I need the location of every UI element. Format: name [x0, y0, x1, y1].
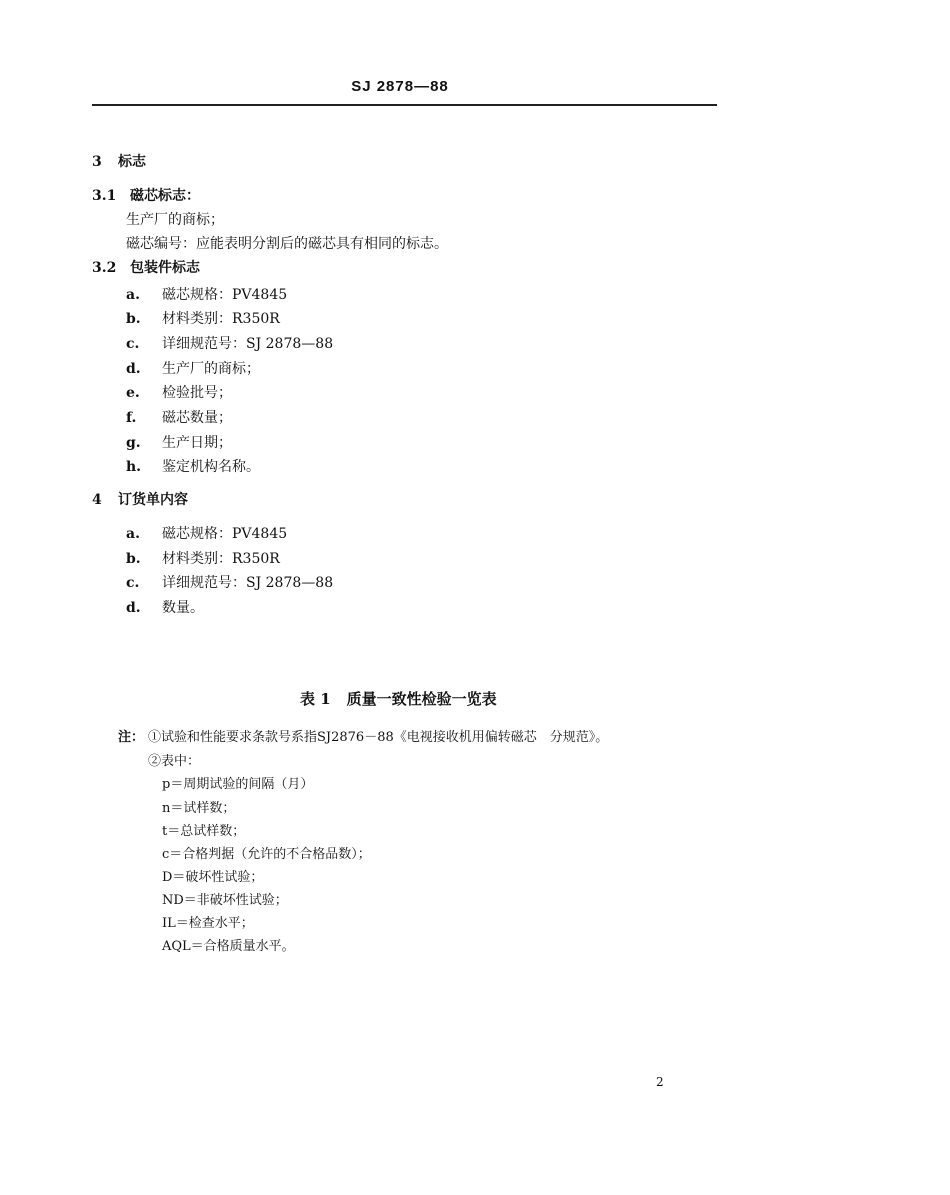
list-label: c. [126, 575, 140, 591]
list-text: 生产厂的商标； [162, 361, 260, 377]
list-label: b. [126, 551, 141, 567]
definition-line: c＝合格判据（允许的不合格品数）； [162, 847, 371, 862]
list-label: d. [126, 600, 141, 616]
list-label: a. [126, 287, 140, 303]
definition-line: n＝试样数； [162, 801, 236, 816]
page-number: 2 [656, 1075, 664, 1089]
section-3-1-heading [92, 187, 200, 205]
list-text: 鉴定机构名称。 [162, 459, 260, 475]
list-item [126, 574, 333, 592]
list-label: g. [126, 435, 141, 451]
list-text: 详细规范号：SJ 2878—88 [162, 575, 334, 591]
section-title: 标志 [118, 154, 146, 170]
section-title: 磁芯标志： [130, 188, 200, 204]
definition-line: p＝周期试验的间隔（月） [162, 777, 314, 792]
list-label: c. [126, 336, 140, 352]
definition-line: IL＝检查水平； [162, 916, 254, 931]
section-number: 3 [92, 154, 102, 170]
list-text: 磁芯数量； [162, 410, 232, 426]
table-title [300, 688, 497, 709]
list-text: 磁芯规格：PV4845 [162, 526, 288, 542]
list-label: h. [126, 459, 142, 475]
list-label: e. [126, 385, 140, 401]
list-item [126, 335, 333, 353]
list-label: b. [126, 311, 141, 327]
table-label: 表 1 [300, 690, 331, 708]
list-item [126, 310, 280, 328]
definition-line: ND＝非破坏性试验； [162, 893, 288, 908]
header-rule [92, 104, 717, 106]
list-item [126, 550, 280, 568]
section-title: 包装件标志 [130, 260, 200, 276]
list-text: 材料类别：R350R [162, 311, 280, 327]
table-caption: 质量一致性检验一览表 [346, 690, 497, 708]
paragraph-line: 磁芯编号：应能表明分割后的磁芯具有相同的标志。 [126, 236, 448, 252]
list-text: 磁芯规格：PV4845 [162, 287, 288, 303]
section-title: 订货单内容 [118, 492, 188, 508]
section-3-heading [92, 153, 146, 171]
list-text: 材料类别：R350R [162, 551, 280, 567]
list-item [126, 458, 260, 476]
note-1 [118, 729, 608, 747]
section-number: 4 [92, 492, 102, 508]
list-label: a. [126, 526, 140, 542]
list-text: 检验批号； [162, 385, 232, 401]
section-4-heading [92, 491, 188, 509]
list-item [126, 599, 204, 617]
list-item [126, 434, 232, 452]
section-3-2-heading [92, 259, 200, 277]
list-item [126, 360, 260, 378]
note-text: ①试验和性能要求条款号系指SJ2876－88《电视接收机用偏转磁芯 分规范》。 [148, 730, 609, 745]
list-item [126, 286, 287, 304]
list-item [126, 525, 287, 543]
definition-line: D＝破坏性试验； [162, 870, 264, 885]
note-label: 注： [118, 730, 145, 745]
document-code: SJ 2878—88 [351, 78, 449, 95]
list-item [126, 384, 232, 402]
paragraph-line: 生产厂的商标； [126, 212, 224, 228]
section-number: 3.1 [92, 188, 117, 204]
section-number: 3.2 [92, 260, 117, 276]
list-text: 详细规范号：SJ 2878—88 [162, 336, 334, 352]
list-text: 数量。 [162, 600, 204, 616]
definition-line: AQL＝合格质量水平。 [162, 939, 295, 954]
list-item [126, 409, 232, 427]
note-2: ②表中： [148, 754, 201, 769]
list-label: d. [126, 361, 141, 377]
list-label: f. [126, 410, 137, 426]
definition-line: t＝总试样数； [162, 824, 246, 839]
list-text: 生产日期； [162, 435, 232, 451]
